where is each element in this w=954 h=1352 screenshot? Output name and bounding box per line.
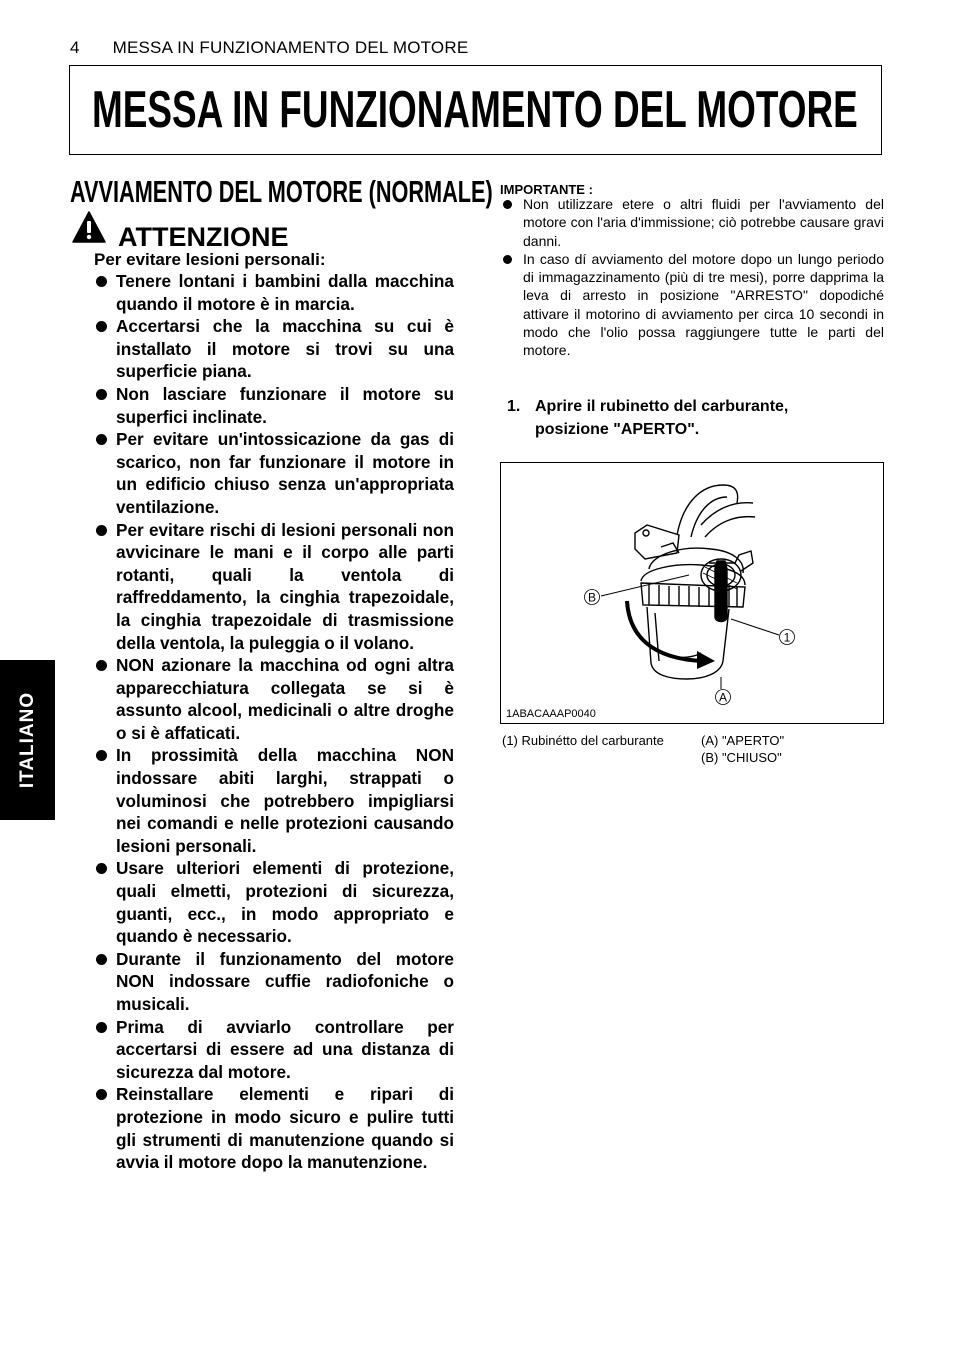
list-item: Tenere lontani i bambini dalla macchina quando il motore è in marcia. <box>94 270 454 315</box>
running-header <box>70 38 468 58</box>
list-item: Non lasciare funzionare il motore su superfici inclinate. <box>94 383 454 428</box>
list-item: Reinstallare elementi e ripari di protezione in modo sicuro e pulire tutti gli strumenti di manutenzione quando si avvia il motore dopo la manutenzione. <box>94 1083 454 1173</box>
fuel-cock-illustration <box>501 463 885 725</box>
list-item: In prossimità della macchina NON indossare abiti larghi, strappati o voluminosi che potrebbero impigliarsi nei comandi e nelle protezioni causando lesioni personali. <box>94 744 454 857</box>
warning-list <box>94 270 454 1174</box>
list-item: NON azionare la macchina od ogni altra apparecchiatura collegata se si è assunto alcool, medicinali o altre droghe o si è affaticati. <box>94 654 454 744</box>
list-item: Durante il funzionamento del motore NON indossare cuffie radiofoniche o musicali. <box>94 948 454 1016</box>
list-item: Accertarsi che la macchina su cui è installato il motore si trovi su una superficie piana. <box>94 315 454 383</box>
figure-code: 1ABACAAAP0040 <box>506 708 596 720</box>
warning-heading <box>72 211 289 252</box>
language-tab-label: ITALIANO <box>16 691 38 789</box>
list-item: Per evitare rischi di lesioni personali non avvicinare le mani e il corpo alle parti rotanti, quali la ventola di raffreddamento, la cinghia trapezoidale, la cinghia trapezoidale di trasmissione della ventola, la puleggia o il volano. <box>94 519 454 655</box>
page-title: MESSA IN FUNZIONAMENTO DEL MOTORE <box>92 81 858 139</box>
list-item: In caso dí avviamento del motore dopo un lungo periodo di immagazzinamento (più di tre mesi), porre dapprima la leva di arresto in posizione "ARRESTO" dopodiché attivare il motorino di avviamento per circa 10 secondi in modo che l'olio possa raggiungere tutte le parti del motore. <box>500 250 884 360</box>
list-item: Prima di avviarlo controllare per accertarsi di essere ad una distanza di sicurezza dal motore. <box>94 1016 454 1084</box>
important-heading: IMPORTANTE : <box>500 182 593 197</box>
important-list <box>500 195 884 360</box>
title-box <box>69 65 882 155</box>
warning-title: ATTENZIONE <box>118 222 289 252</box>
list-item: Usare ulteriori elementi di protezione, quali elmetti, protezioni di sicurezza, guanti, ecc., in modo appropriato e quando è necessario. <box>94 857 454 947</box>
step-number: 1. <box>507 398 521 415</box>
warning-triangle-icon <box>72 211 106 243</box>
caption-item-a: (A) "APERTO" <box>701 733 785 748</box>
callout-1: 1 <box>783 630 791 645</box>
warning-intro: Per evitare lesioni personali: <box>94 250 326 269</box>
step-text: Aprire il rubinetto del carburante, posizione "APERTO". <box>535 398 789 438</box>
section-title: AVVIAMENTO DEL MOTORE (NORMALE) <box>70 174 493 209</box>
callout-b: B <box>587 590 597 605</box>
step-1 <box>507 396 847 441</box>
caption-item-b: (B) "CHIUSO" <box>701 750 782 765</box>
list-item: Per evitare un'intossicazione da gas di scarico, non far funzionare il motore in un edificio chiuso senza un'appropriata ventilazione. <box>94 428 454 518</box>
caption-item-1: (1) Rubinétto del carburante <box>502 733 664 748</box>
page-number: 4 <box>70 38 80 57</box>
running-title: MESSA IN FUNZIONAMENTO DEL MOTORE <box>112 38 469 57</box>
list-item: Non utilizzare etere o altri fluidi per l'avviamento del motore con l'aria d'immissione; ciò potrebbe causare gravi danni. <box>500 195 884 250</box>
fuel-cock-figure <box>500 462 884 724</box>
callout-a: A <box>718 690 728 705</box>
language-tab <box>0 660 55 820</box>
